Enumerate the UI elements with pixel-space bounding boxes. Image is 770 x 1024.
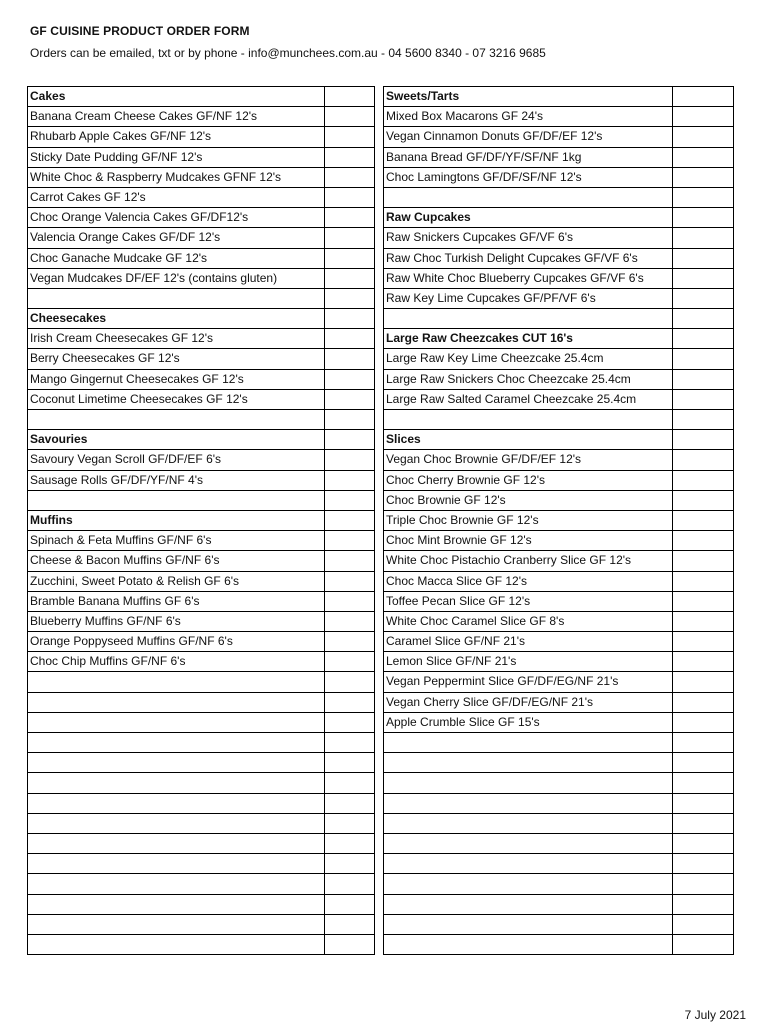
product-row (28, 612, 375, 632)
product-name (28, 491, 325, 511)
product-row (384, 168, 734, 188)
quantity-field[interactable] (673, 834, 734, 854)
blank-row (384, 733, 734, 753)
blank-row (28, 854, 375, 874)
product-row (28, 652, 375, 672)
product-row (384, 269, 734, 289)
product-name (28, 289, 325, 309)
product-name: Berry Cheesecakes GF 12's (28, 349, 325, 369)
quantity-field[interactable] (325, 430, 375, 450)
quantity-field[interactable] (673, 632, 734, 652)
product-name (384, 309, 673, 329)
quantity-field[interactable] (325, 874, 375, 894)
quantity-field[interactable] (673, 228, 734, 248)
product-name: Blueberry Muffins GF/NF 6's (28, 612, 325, 632)
section-heading: Slices (384, 430, 673, 450)
quantity-field[interactable] (673, 592, 734, 612)
blank-row (384, 309, 734, 329)
product-name (28, 410, 325, 430)
quantity-field[interactable] (325, 672, 375, 692)
quantity-field[interactable] (673, 370, 734, 390)
blank-row (384, 854, 734, 874)
quantity-field[interactable] (325, 773, 375, 793)
quantity-field[interactable] (325, 309, 375, 329)
product-name: Sticky Date Pudding GF/NF 12's (28, 148, 325, 168)
quantity-field[interactable] (325, 289, 375, 309)
product-name (28, 773, 325, 793)
column-divider (374, 86, 383, 947)
product-row (28, 127, 375, 147)
quantity-field[interactable] (325, 349, 375, 369)
quantity-field[interactable] (325, 410, 375, 430)
quantity-field[interactable] (325, 794, 375, 814)
product-name (384, 874, 673, 894)
quantity-field[interactable] (325, 572, 375, 592)
product-name: Caramel Slice GF/NF 21's (384, 632, 673, 652)
quantity-field[interactable] (325, 834, 375, 854)
product-name: Choc Orange Valencia Cakes GF/DF12's (28, 208, 325, 228)
quantity-field[interactable] (325, 612, 375, 632)
blank-row (28, 915, 375, 935)
product-row (384, 127, 734, 147)
product-name (28, 753, 325, 773)
product-row (28, 430, 375, 450)
product-name (28, 713, 325, 733)
product-name: Orange Poppyseed Muffins GF/NF 6's (28, 632, 325, 652)
quantity-field[interactable] (673, 915, 734, 935)
quantity-field[interactable] (673, 713, 734, 733)
product-name: Choc Ganache Mudcake GF 12's (28, 249, 325, 269)
quantity-field[interactable] (673, 491, 734, 511)
product-name: Banana Cream Cheese Cakes GF/NF 12's (28, 107, 325, 127)
blank-row (28, 289, 375, 309)
product-name: Zucchini, Sweet Potato & Relish GF 6's (28, 572, 325, 592)
product-name (28, 834, 325, 854)
product-name: White Choc Caramel Slice GF 8's (384, 612, 673, 632)
quantity-field[interactable] (325, 249, 375, 269)
product-row (28, 349, 375, 369)
blank-row (28, 491, 375, 511)
product-name: Apple Crumble Slice GF 15's (384, 713, 673, 733)
blank-row (28, 834, 375, 854)
quantity-field[interactable] (325, 107, 375, 127)
quantity-field[interactable] (673, 874, 734, 894)
product-row (384, 652, 734, 672)
product-name: Mixed Box Macarons GF 24's (384, 107, 673, 127)
form-title: GF CUISINE PRODUCT ORDER FORM (30, 24, 250, 38)
product-row (28, 632, 375, 652)
blank-row (384, 834, 734, 854)
quantity-field[interactable] (325, 188, 375, 208)
product-row (384, 551, 734, 571)
quantity-field[interactable] (325, 733, 375, 753)
product-name (28, 693, 325, 713)
product-row (28, 148, 375, 168)
quantity-field[interactable] (325, 652, 375, 672)
product-row (384, 572, 734, 592)
blank-row (28, 693, 375, 713)
quantity-field[interactable] (325, 450, 375, 470)
quantity-field[interactable] (673, 309, 734, 329)
blank-row (384, 410, 734, 430)
blank-row (28, 773, 375, 793)
quantity-field[interactable] (673, 390, 734, 410)
product-row (384, 370, 734, 390)
product-name: White Choc Pistachio Cranberry Slice GF 12's (384, 551, 673, 571)
product-row (28, 471, 375, 491)
product-name: Vegan Mudcakes DF/EF 12's (contains gluten) (28, 269, 325, 289)
product-row (28, 370, 375, 390)
product-name: Vegan Cinnamon Donuts GF/DF/EF 12's (384, 127, 673, 147)
product-row (384, 491, 734, 511)
product-name: Toffee Pecan Slice GF 12's (384, 592, 673, 612)
quantity-field[interactable] (673, 188, 734, 208)
product-name: Choc Cherry Brownie GF 12's (384, 471, 673, 491)
right-order-table (383, 86, 734, 955)
product-name: Vegan Cherry Slice GF/DF/EG/NF 21's (384, 693, 673, 713)
contact-line: Orders can be emailed, txt or by phone - info@munchees.com.au - 04 5600 8340 - 07 3216 9685 (30, 46, 546, 60)
product-name (28, 814, 325, 834)
product-name: Raw White Choc Blueberry Cupcakes GF/VF 6's (384, 269, 673, 289)
product-row (28, 188, 375, 208)
product-row (384, 693, 734, 713)
quantity-field[interactable] (673, 269, 734, 289)
blank-row (28, 713, 375, 733)
product-row (28, 87, 375, 107)
blank-row (28, 874, 375, 894)
quantity-field[interactable] (673, 612, 734, 632)
product-row (28, 551, 375, 571)
product-name (384, 895, 673, 915)
quantity-field[interactable] (325, 592, 375, 612)
quantity-field[interactable] (673, 471, 734, 491)
product-name: Large Raw Snickers Choc Cheezcake 25.4cm (384, 370, 673, 390)
quantity-field[interactable] (673, 249, 734, 269)
quantity-field[interactable] (673, 289, 734, 309)
quantity-field[interactable] (673, 531, 734, 551)
quantity-field[interactable] (673, 450, 734, 470)
quantity-field[interactable] (325, 551, 375, 571)
product-row (28, 390, 375, 410)
product-row (28, 208, 375, 228)
product-row (384, 450, 734, 470)
quantity-field[interactable] (325, 87, 375, 107)
product-name: Choc Macca Slice GF 12's (384, 572, 673, 592)
product-name: Bramble Banana Muffins GF 6's (28, 592, 325, 612)
product-name: Irish Cream Cheesecakes GF 12's (28, 329, 325, 349)
form-date: 7 July 2021 (684, 1008, 746, 1022)
product-row (384, 329, 734, 349)
section-heading: Cheesecakes (28, 309, 325, 329)
product-name: Raw Choc Turkish Delight Cupcakes GF/VF 6's (384, 249, 673, 269)
product-row (28, 309, 375, 329)
left-order-table (27, 86, 375, 955)
blank-row (384, 773, 734, 793)
product-row (384, 632, 734, 652)
quantity-field[interactable] (673, 854, 734, 874)
blank-row (384, 794, 734, 814)
quantity-field[interactable] (325, 854, 375, 874)
blank-row (384, 915, 734, 935)
product-row (384, 87, 734, 107)
section-heading: Savouries (28, 430, 325, 450)
quantity-field[interactable] (673, 753, 734, 773)
product-row (384, 289, 734, 309)
blank-row (384, 814, 734, 834)
product-name (384, 814, 673, 834)
product-name (28, 672, 325, 692)
product-name: Large Raw Salted Caramel Cheezcake 25.4cm (384, 390, 673, 410)
product-name: Raw Snickers Cupcakes GF/VF 6's (384, 228, 673, 248)
product-row (28, 592, 375, 612)
blank-row (28, 935, 375, 955)
product-row (384, 511, 734, 531)
quantity-field[interactable] (673, 329, 734, 349)
product-name: Sausage Rolls GF/DF/YF/NF 4's (28, 471, 325, 491)
product-name (384, 935, 673, 955)
product-name (384, 834, 673, 854)
product-row (28, 329, 375, 349)
product-name: White Choc & Raspberry Mudcakes GFNF 12's (28, 168, 325, 188)
quantity-field[interactable] (325, 632, 375, 652)
product-name: Savoury Vegan Scroll GF/DF/EF 6's (28, 450, 325, 470)
product-name: Banana Bread GF/DF/YF/SF/NF 1kg (384, 148, 673, 168)
product-row (28, 450, 375, 470)
product-row (384, 390, 734, 410)
section-heading: Muffins (28, 511, 325, 531)
quantity-field[interactable] (673, 895, 734, 915)
blank-row (384, 188, 734, 208)
quantity-field[interactable] (325, 935, 375, 955)
blank-row (28, 895, 375, 915)
product-name: Vegan Choc Brownie GF/DF/EF 12's (384, 450, 673, 470)
product-name: Choc Brownie GF 12's (384, 491, 673, 511)
product-row (28, 168, 375, 188)
product-name (28, 733, 325, 753)
quantity-field[interactable] (325, 915, 375, 935)
quantity-field[interactable] (673, 551, 734, 571)
product-name: Large Raw Key Lime Cheezcake 25.4cm (384, 349, 673, 369)
blank-row (28, 672, 375, 692)
product-row (384, 349, 734, 369)
product-name: Raw Key Lime Cupcakes GF/PF/VF 6's (384, 289, 673, 309)
quantity-field[interactable] (325, 127, 375, 147)
quantity-field[interactable] (325, 814, 375, 834)
product-name (384, 733, 673, 753)
product-name (28, 935, 325, 955)
quantity-field[interactable] (325, 208, 375, 228)
quantity-field[interactable] (673, 572, 734, 592)
quantity-field[interactable] (673, 410, 734, 430)
quantity-field[interactable] (325, 329, 375, 349)
product-row (384, 531, 734, 551)
product-name (28, 794, 325, 814)
product-row (384, 672, 734, 692)
product-name (28, 915, 325, 935)
product-row (384, 471, 734, 491)
product-name (384, 773, 673, 793)
product-row (384, 612, 734, 632)
product-row (28, 228, 375, 248)
product-row (28, 511, 375, 531)
product-name: Choc Mint Brownie GF 12's (384, 531, 673, 551)
product-name (384, 188, 673, 208)
blank-row (28, 753, 375, 773)
product-row (28, 107, 375, 127)
quantity-field[interactable] (673, 349, 734, 369)
blank-row (28, 814, 375, 834)
product-name: Spinach & Feta Muffins GF/NF 6's (28, 531, 325, 551)
quantity-field[interactable] (673, 87, 734, 107)
quantity-field[interactable] (673, 814, 734, 834)
quantity-field[interactable] (673, 693, 734, 713)
quantity-field[interactable] (325, 148, 375, 168)
product-name (28, 854, 325, 874)
blank-row (28, 410, 375, 430)
section-heading: Large Raw Cheezcakes CUT 16's (384, 329, 673, 349)
quantity-field[interactable] (673, 733, 734, 753)
product-name (384, 915, 673, 935)
product-name: Carrot Cakes GF 12's (28, 188, 325, 208)
quantity-field[interactable] (325, 531, 375, 551)
quantity-field[interactable] (325, 491, 375, 511)
quantity-field[interactable] (325, 269, 375, 289)
quantity-field[interactable] (673, 148, 734, 168)
product-name (28, 895, 325, 915)
quantity-field[interactable] (325, 713, 375, 733)
quantity-field[interactable] (673, 430, 734, 450)
product-row (384, 713, 734, 733)
product-name: Mango Gingernut Cheesecakes GF 12's (28, 370, 325, 390)
quantity-field[interactable] (673, 794, 734, 814)
quantity-field[interactable] (673, 168, 734, 188)
blank-row (384, 874, 734, 894)
blank-row (28, 794, 375, 814)
quantity-field[interactable] (673, 107, 734, 127)
product-row (384, 208, 734, 228)
quantity-field[interactable] (673, 652, 734, 672)
product-row (384, 430, 734, 450)
section-heading: Raw Cupcakes (384, 208, 673, 228)
product-row (28, 269, 375, 289)
product-row (28, 572, 375, 592)
product-name (384, 753, 673, 773)
quantity-field[interactable] (325, 370, 375, 390)
quantity-field[interactable] (325, 168, 375, 188)
quantity-field[interactable] (673, 208, 734, 228)
quantity-field[interactable] (673, 127, 734, 147)
product-row (28, 249, 375, 269)
quantity-field[interactable] (325, 471, 375, 491)
product-name: Vegan Peppermint Slice GF/DF/EG/NF 21's (384, 672, 673, 692)
blank-row (28, 733, 375, 753)
section-heading: Sweets/Tarts (384, 87, 673, 107)
product-name (384, 410, 673, 430)
quantity-field[interactable] (325, 753, 375, 773)
product-name: Rhubarb Apple Cakes GF/NF 12's (28, 127, 325, 147)
quantity-field[interactable] (673, 773, 734, 793)
product-row (384, 228, 734, 248)
product-name: Triple Choc Brownie GF 12's (384, 511, 673, 531)
product-name (28, 874, 325, 894)
product-name: Lemon Slice GF/NF 21's (384, 652, 673, 672)
quantity-field[interactable] (673, 511, 734, 531)
blank-row (384, 895, 734, 915)
product-row (384, 249, 734, 269)
quantity-field[interactable] (325, 511, 375, 531)
product-row (28, 531, 375, 551)
quantity-field[interactable] (325, 228, 375, 248)
product-name: Valencia Orange Cakes GF/DF 12's (28, 228, 325, 248)
product-name: Choc Chip Muffins GF/NF 6's (28, 652, 325, 672)
quantity-field[interactable] (325, 693, 375, 713)
quantity-field[interactable] (673, 672, 734, 692)
product-name: Choc Lamingtons GF/DF/SF/NF 12's (384, 168, 673, 188)
product-name (384, 794, 673, 814)
quantity-field[interactable] (325, 390, 375, 410)
product-name: Cheese & Bacon Muffins GF/NF 6's (28, 551, 325, 571)
product-row (384, 148, 734, 168)
blank-row (384, 753, 734, 773)
product-row (384, 107, 734, 127)
blank-row (384, 935, 734, 955)
product-name: Coconut Limetime Cheesecakes GF 12's (28, 390, 325, 410)
quantity-field[interactable] (673, 935, 734, 955)
product-row (384, 592, 734, 612)
quantity-field[interactable] (325, 895, 375, 915)
section-heading: Cakes (28, 87, 325, 107)
product-name (384, 854, 673, 874)
